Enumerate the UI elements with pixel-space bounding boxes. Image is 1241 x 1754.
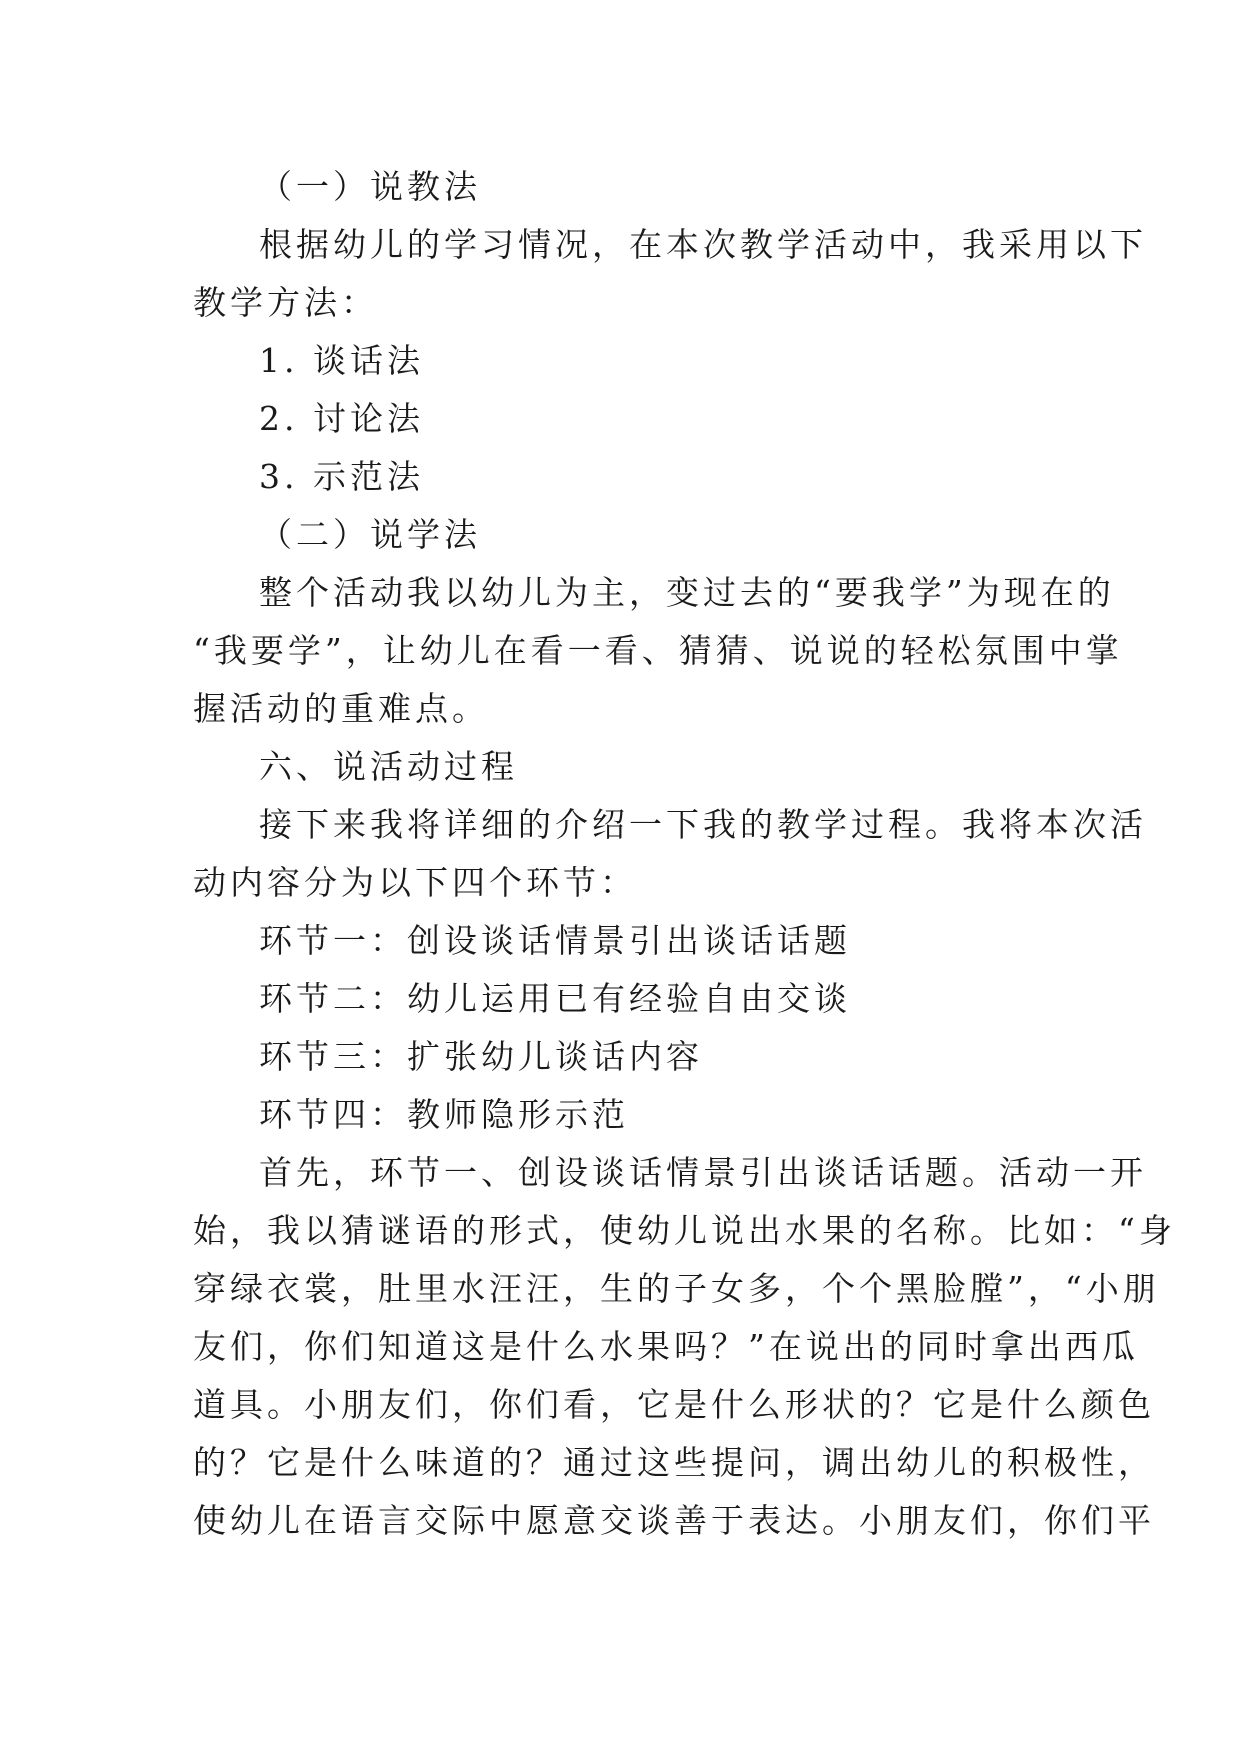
method-list-item: 2. 讨论法 [259,399,424,438]
section-heading-learning-method: （二）说学法 [259,515,481,554]
paragraph-line: 接下来我将详细的介绍一下我的教学过程。我将本次活 [259,805,1147,844]
section-heading-teaching-method: （一）说教法 [259,167,481,206]
stage-list-item: 环节四：教师隐形示范 [259,1095,629,1134]
paragraph-line: 道具。小朋友们，你们看，它是什么形状的？它是什么颜色 [193,1385,1155,1424]
paragraph-line: “我要学”，让幼儿在看一看、猜猜、说说的轻松氛围中掌 [193,631,1123,670]
paragraph-line: 动内容分为以下四个环节： [193,863,637,902]
stage-list-item: 环节三：扩张幼儿谈话内容 [259,1037,703,1076]
paragraph-line: 的？它是什么味道的？通过这些提问，调出幼儿的积极性， [193,1443,1155,1482]
paragraph-line: 根据幼儿的学习情况，在本次教学活动中，我采用以下 [259,225,1147,264]
document-body [193,158,1176,1550]
method-list-item: 3. 示范法 [259,457,424,496]
stage-list-item: 环节一：创设谈话情景引出谈话话题 [259,921,851,960]
paragraph-line: 使幼儿在语言交际中愿意交谈善于表达。小朋友们，你们平 [193,1501,1155,1540]
paragraph-line: 教学方法： [193,283,378,322]
section-heading-activity-process: 六、说活动过程 [259,747,518,786]
paragraph-line: 首先，环节一、创设谈话情景引出谈话话题。活动一开 [259,1153,1147,1192]
paragraph-line: 穿绿衣裳，肚里水汪汪，生的子女多，个个黑脸膛”，“小朋 [193,1269,1160,1308]
method-list-item: 1. 谈话法 [259,341,424,380]
stage-list-item: 环节二：幼儿运用已有经验自由交谈 [259,979,851,1018]
paragraph-line: 握活动的重难点。 [193,689,489,728]
paragraph-line: 始，我以猜谜语的形式，使幼儿说出水果的名称。比如：“身 [193,1211,1176,1250]
paragraph-line: 整个活动我以幼儿为主，变过去的“要我学”为现在的 [259,573,1115,612]
paragraph-line: 友们，你们知道这是什么水果吗？”在说出的同时拿出西瓜 [193,1327,1139,1366]
